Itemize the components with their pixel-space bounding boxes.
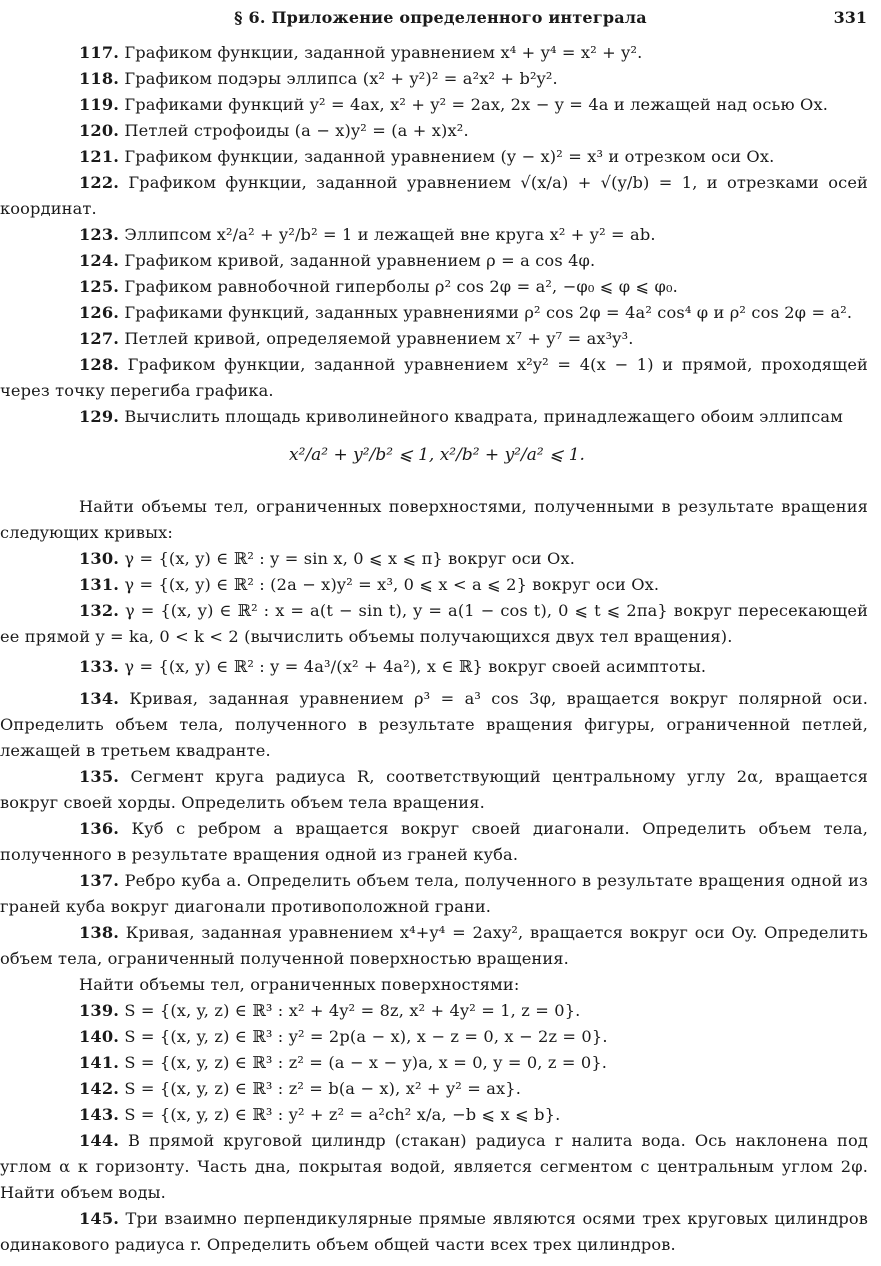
problem-125: 125. Графиком равнобочной гиперболы ρ² cos 2φ = a², −φ₀ ⩽ φ ⩽ φ₀.	[79, 277, 678, 296]
problem-120: 120. Петлей строфоиды (a − x)y² = (a + x)x².	[79, 121, 469, 140]
problem-132: 132. γ = {(x, y) ∈ ℝ² : x = a(t − sin t), y = a(1 − cos t), 0 ⩽ t ⩽ 2πa} вокруг пересекающей ее прямой y = ka, 0 < k < 2 (вычислить объемы получающихся двух тел вращения).	[0, 601, 869, 646]
problem-117: 117. Графиком функции, заданной уравнением x⁴ + y⁴ = x² + y².	[79, 43, 643, 62]
problem-118: 118. Графиком подэры эллипса (x² + y²)² = a²x² + b²y².	[79, 69, 558, 88]
problem-list	[0, 40, 869, 1258]
problem-133: 133. γ = {(x, y) ∈ ℝ² : y = 4a³/(x² + 4a²), x ∈ ℝ} вокруг своей асимптоты.	[79, 657, 707, 676]
page-number: 331	[833, 8, 867, 27]
problem-137: 137. Ребро куба a. Определить объем тела, полученного в результате вращения одной из граней куба вокруг диагонали противоположной грани.	[0, 871, 868, 916]
problem-135: 135. Сегмент круга радиуса R, соответствующий центральному углу 2α, вращается вокруг своей хорды. Определить объем тела вращения.	[0, 767, 869, 812]
problem-127: 127. Петлей кривой, определяемой уравнением x⁷ + y⁷ = ax³y³.	[79, 329, 634, 348]
problem-129: 129. Вычислить площадь криволинейного квадрата, принадлежащего обоим эллипсам	[79, 407, 843, 426]
volumes-intro: Найти объемы тел, ограниченных поверхностями, полученными в результате вращения следующих кривых:	[0, 497, 868, 542]
problem-119: 119. Графиками функций y² = 4ax, x² + y² = 2ax, 2x − y = 4a и лежащей над осью Ox.	[79, 95, 829, 114]
problem-142: 142. S = {(x, y, z) ∈ ℝ³ : z² = b(a − x), x² + y² = ax}.	[79, 1079, 522, 1098]
problem-126: 126. Графиками функций, заданных уравнениями ρ² cos 2φ = 4a² cos⁴ φ и ρ² cos 2φ = a².	[79, 303, 853, 322]
problem-122: 122. Графиком функции, заданной уравнением √(x/a) + √(y/b) = 1, и отрезками осей координат.	[0, 173, 868, 218]
problem-121: 121. Графиком функции, заданной уравнением (y − x)² = x³ и отрезком оси Ox.	[79, 147, 775, 166]
problem-130: 130. γ = {(x, y) ∈ ℝ² : y = sin x, 0 ⩽ x ⩽ π} вокруг оси Ox.	[79, 549, 576, 568]
problem-128: 128. Графиком функции, заданной уравнением x²y² = 4(x − 1) и прямой, проходящей через точку перегиба графика.	[0, 355, 868, 400]
problem-141: 141. S = {(x, y, z) ∈ ℝ³ : z² = (a − x − y)a, x = 0, y = 0, z = 0}.	[79, 1053, 608, 1072]
problem-143: 143. S = {(x, y, z) ∈ ℝ³ : y² + z² = a²ch² x/a, −b ⩽ x ⩽ b}.	[79, 1105, 561, 1124]
surfaces-intro: Найти объемы тел, ограниченных поверхностями:	[79, 975, 520, 994]
problem-138: 138. Кривая, заданная уравнением x⁴+y⁴ = 2axy², вращается вокруг оси Oy. Определить объем тела, ограниченный полученной поверхностью вращения.	[0, 923, 868, 968]
display-formula-129: x²/a² + y²/b² ⩽ 1, x²/b² + y²/a² ⩽ 1.	[289, 445, 585, 465]
problem-134: 134. Кривая, заданная уравнением ρ³ = a³ cos 3φ, вращается вокруг полярной оси. Определить объем тела, полученного в результате вращения фигуры, ограниченной петлей, лежащей в третьем квадранте.	[0, 689, 868, 760]
problem-139: 139. S = {(x, y, z) ∈ ℝ³ : x² + 4y² = 8z, x² + 4y² = 1, z = 0}.	[79, 1001, 581, 1020]
problem-144: 144. В прямой круговой цилиндр (стакан) радиуса r налита вода. Ось наклонена под углом α к горизонту. Часть дна, покрытая водой, является сегментом с центральным углом 2φ. Найти объем воды.	[0, 1131, 869, 1202]
problem-136: 136. Куб с ребром a вращается вокруг своей диагонали. Определить объем тела, полученного в результате вращения одной из граней куба.	[0, 819, 869, 864]
problem-124: 124. Графиком кривой, заданной уравнением ρ = a cos 4φ.	[79, 251, 596, 270]
problem-145: 145. Три взаимно перпендикулярные прямые являются осями трех круговых цилиндров одинакового радиуса r. Определить объем общей части всех трех цилиндров.	[0, 1209, 868, 1254]
section-title: § 6. Приложение определенного интеграла	[234, 8, 647, 27]
running-header	[0, 8, 881, 32]
problem-140: 140. S = {(x, y, z) ∈ ℝ³ : y² = 2p(a − x), x − z = 0, x − 2z = 0}.	[79, 1027, 608, 1046]
problem-123: 123. Эллипсом x²/a² + y²/b² = 1 и лежащей вне круга x² + y² = ab.	[79, 225, 656, 244]
problem-131: 131. γ = {(x, y) ∈ ℝ² : (2a − x)y² = x³, 0 ⩽ x < a ⩽ 2} вокруг оси Ox.	[79, 575, 660, 594]
